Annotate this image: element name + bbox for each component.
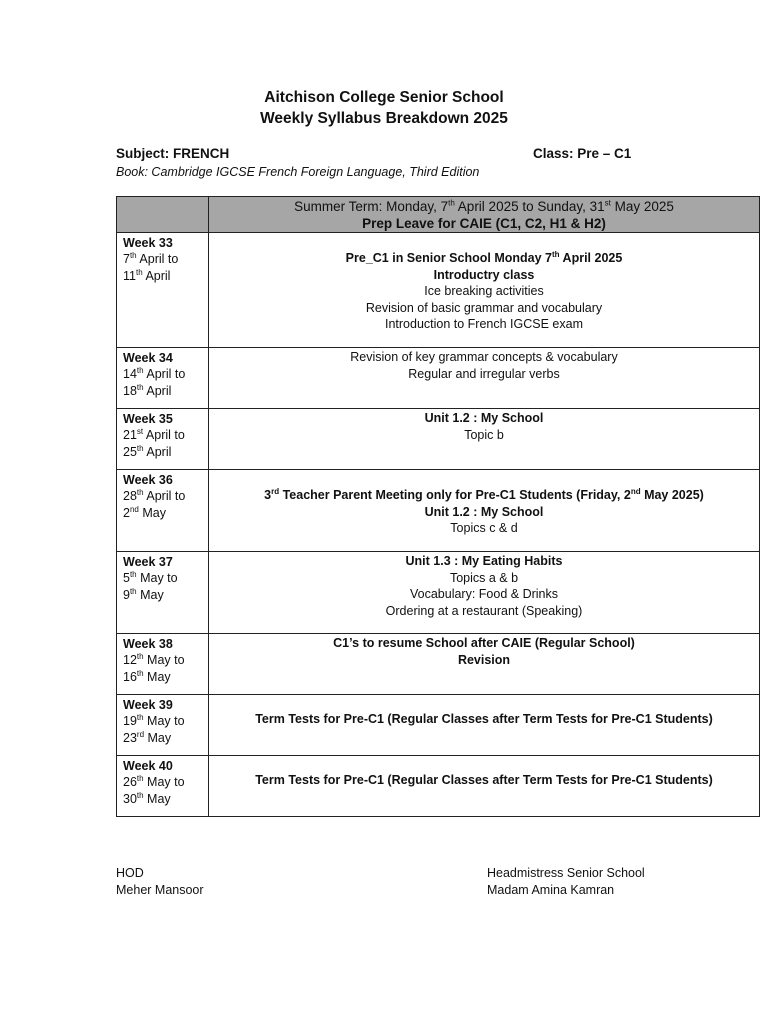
week-start-date: 7th April to	[123, 251, 179, 267]
term-header-cell	[209, 197, 760, 233]
content-line: Pre_C1 in Senior School Monday 7th April 2025	[345, 249, 623, 265]
table-row	[117, 470, 760, 552]
table-row	[117, 233, 760, 348]
header-empty-cell	[117, 197, 209, 233]
content-line: Introduction to French IGCSE exam	[384, 317, 583, 332]
week-label: Week 39	[123, 698, 173, 712]
class-label: Class: Pre – C1	[533, 146, 632, 161]
week-cell	[117, 409, 209, 470]
content-line: Unit 1.2 : My School	[424, 411, 544, 425]
week-start-date: 12th May to	[123, 652, 185, 668]
table-row	[117, 552, 760, 634]
content-line: Regular and irregular verbs	[408, 366, 560, 381]
content-line: Vocabulary: Food & Drinks	[410, 587, 558, 602]
content-line: Ordering at a restaurant (Speaking)	[385, 603, 583, 618]
content-line: Revision of key grammar concepts & vocabulary	[350, 350, 618, 364]
prep-leave-note: Prep Leave for CAIE (C1, C2, H1 & H2)	[362, 216, 606, 231]
table-row	[117, 634, 760, 695]
content-cell	[209, 470, 760, 552]
table-row	[117, 756, 760, 817]
week-cell	[117, 233, 209, 348]
content-line: C1’s to resume School after CAIE (Regular School)	[333, 636, 635, 650]
week-end-date: 18th April	[123, 382, 172, 398]
week-end-date: 23rd May	[123, 729, 172, 745]
hod-name: Meher Mansoor	[116, 882, 204, 897]
content-cell	[209, 634, 760, 695]
headmistress-role: Headmistress Senior School	[487, 866, 645, 880]
week-start-date: 21st April to	[123, 427, 185, 443]
content-cell	[209, 348, 760, 409]
table-row	[117, 409, 760, 470]
week-end-date: 16th May	[123, 668, 171, 684]
headmistress-name: Madam Amina Kamran	[487, 882, 615, 897]
week-label: Week 34	[123, 351, 173, 365]
subject-label: Subject: FRENCH	[116, 146, 230, 161]
week-label: Week 37	[123, 555, 173, 569]
content-cell	[209, 756, 760, 817]
table-row	[117, 695, 760, 756]
content-line: Introductry class	[433, 267, 535, 282]
week-start-date: 26th May to	[123, 774, 185, 790]
week-cell	[117, 634, 209, 695]
syllabus-table	[116, 196, 760, 817]
content-line: Ice breaking activities	[424, 284, 544, 299]
week-label: Week 38	[123, 637, 173, 651]
week-cell	[117, 470, 209, 552]
headmistress-signature	[487, 865, 645, 898]
content-cell	[209, 409, 760, 470]
table-row	[117, 348, 760, 409]
week-label: Week 33	[123, 236, 173, 250]
term-header-row	[117, 197, 760, 233]
content-line: Term Tests for Pre-C1 (Regular Classes after Term Tests for Pre-C1 Students)	[255, 712, 713, 726]
week-label: Week 40	[123, 759, 173, 773]
week-cell	[117, 695, 209, 756]
content-line: 3rd Teacher Parent Meeting only for Pre-C1 Students (Friday, 2nd May 2025)	[264, 486, 704, 502]
week-cell	[117, 552, 209, 634]
week-cell	[117, 756, 209, 817]
content-line: Revision	[457, 652, 511, 667]
content-cell	[209, 695, 760, 756]
week-start-date: 19th May to	[123, 713, 185, 729]
content-line: Unit 1.3 : My Eating Habits	[405, 554, 563, 568]
week-start-date: 5th May to	[123, 570, 178, 586]
content-line: Term Tests for Pre-C1 (Regular Classes after Term Tests for Pre-C1 Students)	[255, 773, 713, 787]
term-dates: Summer Term: Monday, 7th April 2025 to Sunday, 31st May 2025	[294, 198, 674, 214]
school-name: Aitchison College Senior School	[264, 89, 504, 106]
content-line: Topics c & d	[450, 521, 518, 536]
content-line: Unit 1.2 : My School	[424, 504, 544, 519]
week-end-date: 11th April	[123, 267, 171, 283]
week-end-date: 2nd May	[123, 504, 166, 520]
week-end-date: 30th May	[123, 790, 171, 806]
book-reference: Book: Cambridge IGCSE French Foreign Language, Third Edition	[116, 165, 480, 179]
hod-role: HOD	[116, 866, 144, 880]
content-line: Topics a & b	[449, 570, 519, 585]
week-end-date: 9th May	[123, 586, 164, 602]
document-title: Weekly Syllabus Breakdown 2025	[260, 110, 508, 127]
content-cell	[209, 233, 760, 348]
week-start-date: 14th April to	[123, 366, 186, 382]
week-start-date: 28th April to	[123, 488, 186, 504]
week-label: Week 35	[123, 412, 173, 426]
week-cell	[117, 348, 209, 409]
week-label: Week 36	[123, 473, 173, 487]
content-cell	[209, 552, 760, 634]
week-end-date: 25th April	[123, 443, 172, 459]
content-line: Topic b	[464, 427, 504, 442]
content-line: Revision of basic grammar and vocabulary	[365, 300, 603, 315]
hod-signature	[116, 865, 204, 898]
